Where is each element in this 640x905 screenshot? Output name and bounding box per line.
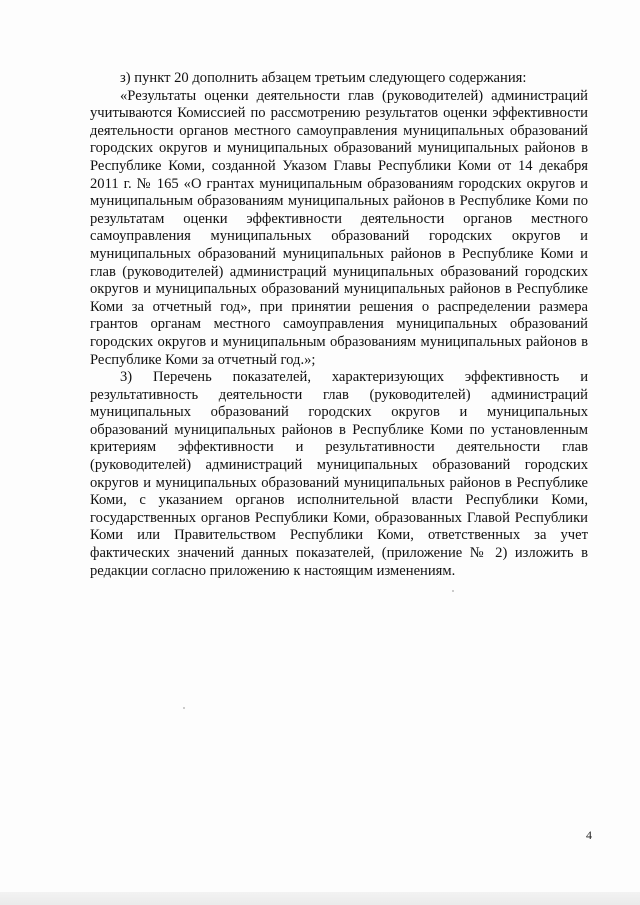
scan-artifact <box>183 707 185 709</box>
page-number: 4 <box>586 828 592 842</box>
document-body <box>90 70 588 580</box>
scan-artifact <box>452 590 454 592</box>
scan-bottom-edge <box>0 892 640 905</box>
paragraph-amendment-intro: з) пункт 20 дополнить абзацем третьим следующего содержания: <box>120 70 527 86</box>
paragraph-quoted-text: «Результаты оценки деятельности глав (руководителей) администраций учитываются Комиссией по рассмотрению результатов оценки эффективности деятельности органов местного самоуправления муниципальных образований городских округов и муниципальных образований муниципальных районов в Республике Коми, созданной Указом Главы Республики Коми от 14 декабря 2011 г. № 165 «О грантах муниципальным образованиям городских округов и муниципальным образованиям муниципальных районов в Республике Коми по результатам оценки эффективности деятельности органов местного самоуправления муниципальных образований городских округов и муниципальных образований муниципальных районов в Республике Коми и глав (руководителей) администраций муниципальных образований городских округов и муниципальных образований муниципальных районов в Республике Коми за отчетный год», при принятии решения о распределении размера грантов органам местного самоуправления муниципальных образований городских округов и муниципальным образованиям муниципальных районов в Республике Коми за отчетный год.»; <box>90 87 588 368</box>
paragraph-item-3: 3) Перечень показателей, характеризующих эффективность и результативность деятельности глав (руководителей) администраций муниципальных образований городских округов и муниципальных образований муниципальных районов в Республике Коми по установленным критериям эффективности и результативности деятельности глав (руководителей) администраций муниципальных образований городских округов и муниципальных образований муниципальных районов в Республике Коми, с указанием органов исполнительной власти Республики Коми, государственных органов Республики Коми, образованных Главой Республики Коми или Правительством Республики Коми, ответственных за учет фактических значений данных показателей, (приложение № 2) изложить в редакции согласно приложению к настоящим изменениям. <box>90 369 588 579</box>
